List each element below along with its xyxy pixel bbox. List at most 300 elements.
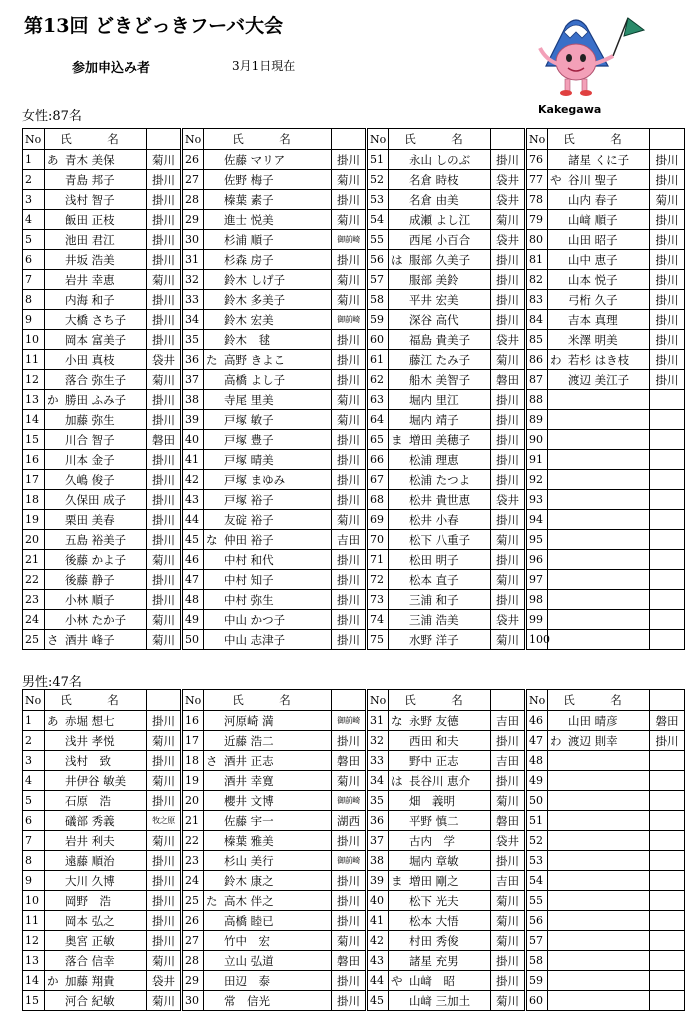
- entry-name: 五島 裕美子: [65, 532, 127, 547]
- entry-number: 73: [367, 590, 389, 610]
- entry-name: 渡辺 美江子: [568, 372, 630, 387]
- entry-team: 掛川: [147, 871, 182, 891]
- entry-team: [650, 450, 685, 470]
- entry-number: 31: [367, 711, 389, 731]
- entry-name-cell: [45, 871, 147, 891]
- entry-name-cell: [548, 951, 650, 971]
- entry-name-cell: [389, 490, 491, 510]
- entry-name-cell: [45, 470, 147, 490]
- entry-number: 3: [23, 190, 45, 210]
- entry-name-cell: [548, 791, 650, 811]
- entry-name: 河合 紀敏: [65, 993, 115, 1008]
- entry-name-cell: [548, 330, 650, 350]
- table-row: [23, 871, 685, 891]
- entry-name-cell: [204, 450, 332, 470]
- entry-name-cell: [389, 410, 491, 430]
- kana-index: や: [550, 172, 562, 187]
- entry-name-cell: [204, 330, 332, 350]
- entry-team: 掛川: [332, 911, 367, 931]
- entry-team: 菊川: [650, 190, 685, 210]
- entry-team: 菊川: [332, 931, 367, 951]
- entry-name: 永山 しのぶ: [409, 152, 471, 167]
- entry-team: 磐田: [147, 430, 182, 450]
- entry-number: 53: [367, 190, 389, 210]
- entry-name-cell: [548, 991, 650, 1011]
- entry-team: 御前崎: [332, 711, 367, 731]
- table-row: [23, 991, 685, 1011]
- table-row: [23, 570, 685, 590]
- entry-name: 落合 信幸: [65, 953, 115, 968]
- entry-number: 78: [526, 190, 548, 210]
- entry-name-cell: [204, 731, 332, 751]
- entry-name: 松本 直子: [409, 572, 459, 587]
- entry-name-cell: [548, 570, 650, 590]
- entry-name: 後藤 かよ子: [65, 552, 127, 567]
- entry-team: 掛川: [491, 731, 526, 751]
- entry-team: [650, 991, 685, 1011]
- entry-team: 吉田: [491, 871, 526, 891]
- kana-index: さ: [206, 753, 218, 768]
- header-name: 氏 名: [548, 129, 650, 150]
- entry-name-cell: [45, 931, 147, 951]
- entry-name: 加藤 弥生: [65, 412, 115, 427]
- entry-number: 60: [367, 330, 389, 350]
- entry-number: 6: [23, 250, 45, 270]
- entry-name-cell: [204, 410, 332, 430]
- entry-number: 23: [182, 851, 204, 871]
- entry-name-cell: [204, 630, 332, 650]
- entry-name: 山田 昭子: [568, 232, 618, 247]
- entry-name-cell: [45, 570, 147, 590]
- entry-name-cell: [548, 891, 650, 911]
- entry-team: 掛川: [332, 150, 367, 170]
- entry-name: 中村 和代: [224, 552, 274, 567]
- entry-team: [650, 470, 685, 490]
- entry-name: 久保田 成子: [65, 492, 127, 507]
- entry-number: 37: [182, 370, 204, 390]
- entry-team: 菊川: [332, 290, 367, 310]
- entry-name-cell: [45, 731, 147, 751]
- entry-name-cell: [548, 490, 650, 510]
- entry-number: 31: [182, 250, 204, 270]
- entry-name: 畑 義明: [409, 793, 455, 808]
- entry-number: 59: [367, 310, 389, 330]
- entry-number: 29: [182, 210, 204, 230]
- entry-number: 15: [23, 991, 45, 1011]
- entry-number: 94: [526, 510, 548, 530]
- header-name: 氏 名: [389, 129, 491, 150]
- entry-number: 27: [182, 170, 204, 190]
- entry-name-cell: [204, 290, 332, 310]
- entry-name-cell: [45, 791, 147, 811]
- entry-team: 掛川: [491, 851, 526, 871]
- entry-number: 60: [526, 991, 548, 1011]
- entry-name: 寺尾 里美: [224, 392, 274, 407]
- entry-name-cell: [548, 610, 650, 630]
- entry-name-cell: [45, 991, 147, 1011]
- entry-name-cell: [45, 390, 147, 410]
- entry-number: 27: [182, 931, 204, 951]
- entry-name-cell: [204, 991, 332, 1011]
- kana-index: わ: [550, 352, 562, 367]
- entry-number: 35: [367, 791, 389, 811]
- table-row: [23, 851, 685, 871]
- entry-name-cell: [389, 871, 491, 891]
- entry-name: 藤江 たみ子: [409, 352, 471, 367]
- entry-team: [650, 630, 685, 650]
- entry-number: 79: [526, 210, 548, 230]
- entry-name: 長谷川 恵介: [409, 773, 471, 788]
- entry-name: 深谷 高代: [409, 312, 459, 327]
- entry-name-cell: [548, 290, 650, 310]
- entry-number: 42: [367, 931, 389, 951]
- header-team: [650, 690, 685, 711]
- header-no: No: [23, 129, 45, 150]
- mascot-icon: [518, 8, 648, 100]
- entry-name-cell: [548, 350, 650, 370]
- entry-name: 鈴木 多美子: [224, 292, 286, 307]
- table-row: [23, 931, 685, 951]
- entry-team: [650, 891, 685, 911]
- entry-team: 磐田: [491, 811, 526, 831]
- entry-name: 佐藤 マリア: [224, 152, 286, 167]
- entry-team: [650, 430, 685, 450]
- entry-name-cell: [389, 610, 491, 630]
- men-roster-table: [22, 689, 685, 1011]
- entry-number: 88: [526, 390, 548, 410]
- entry-name-cell: [45, 971, 147, 991]
- entry-name: 松田 明子: [409, 552, 459, 567]
- entry-team: 菊川: [491, 911, 526, 931]
- entry-number: 48: [526, 751, 548, 771]
- entry-team: 掛川: [650, 350, 685, 370]
- entry-team: 掛川: [332, 570, 367, 590]
- entry-name: 堀内 里江: [409, 392, 459, 407]
- table-row: [23, 791, 685, 811]
- entry-team: 掛川: [147, 490, 182, 510]
- entry-number: 24: [182, 871, 204, 891]
- entry-name-cell: [548, 911, 650, 931]
- entry-name: 川本 金子: [65, 452, 115, 467]
- entry-team: 掛川: [650, 270, 685, 290]
- entry-name: 堀内 靖子: [409, 412, 459, 427]
- entry-name-cell: [204, 771, 332, 791]
- entry-number: 38: [367, 851, 389, 871]
- entry-team: 掛川: [147, 190, 182, 210]
- entry-name-cell: [548, 510, 650, 530]
- entry-name-cell: [389, 811, 491, 831]
- entry-team: 掛川: [332, 250, 367, 270]
- table-row: [23, 270, 685, 290]
- table-row: [23, 530, 685, 550]
- table-row: [23, 831, 685, 851]
- entry-team: 菊川: [147, 951, 182, 971]
- subtitle: 参加申込み者: [72, 61, 151, 76]
- entry-number: 58: [367, 290, 389, 310]
- entry-number: 16: [23, 450, 45, 470]
- entry-number: 30: [182, 991, 204, 1011]
- entry-number: 52: [367, 170, 389, 190]
- entry-name-cell: [204, 911, 332, 931]
- entry-team: 掛川: [332, 350, 367, 370]
- entry-name-cell: [389, 911, 491, 931]
- entry-number: 15: [23, 430, 45, 450]
- entry-number: 66: [367, 450, 389, 470]
- entry-team: 掛川: [491, 450, 526, 470]
- entry-number: 43: [367, 951, 389, 971]
- entry-name-cell: [548, 450, 650, 470]
- entry-name: 立山 弘道: [224, 953, 274, 968]
- entry-name: 河原崎 満: [224, 713, 274, 728]
- entry-name: 戸塚 晴美: [224, 452, 274, 467]
- entry-name: 中村 知子: [224, 572, 274, 587]
- entry-team: 掛川: [147, 711, 182, 731]
- entry-number: 20: [23, 530, 45, 550]
- entry-name: 村田 秀俊: [409, 933, 459, 948]
- entry-name: 小林 たか子: [65, 612, 127, 627]
- entry-number: 54: [367, 210, 389, 230]
- entry-name-cell: [389, 971, 491, 991]
- entry-team: 菊川: [147, 270, 182, 290]
- header-name: 氏 名: [45, 690, 147, 711]
- entry-team: 掛川: [147, 450, 182, 470]
- entry-name: 服部 久美子: [409, 252, 471, 267]
- entry-name: 岡本 弘之: [65, 913, 115, 928]
- entry-number: 19: [182, 771, 204, 791]
- entry-name: 福島 貴美子: [409, 332, 471, 347]
- entry-number: 56: [367, 250, 389, 270]
- entry-number: 41: [367, 911, 389, 931]
- entry-team: 掛川: [147, 891, 182, 911]
- entry-name: 浅村 智子: [65, 192, 115, 207]
- entry-name: 船木 美智子: [409, 372, 471, 387]
- entry-name: 小林 順子: [65, 592, 115, 607]
- entry-number: 53: [526, 851, 548, 871]
- entry-name: 高橋 睦已: [224, 913, 274, 928]
- entry-team: 掛川: [332, 871, 367, 891]
- table-row: [23, 470, 685, 490]
- kana-index: さ: [47, 632, 59, 647]
- entry-name-cell: [389, 711, 491, 731]
- entry-number: 10: [23, 891, 45, 911]
- entry-number: 86: [526, 350, 548, 370]
- entry-team: 掛川: [650, 210, 685, 230]
- entry-name-cell: [389, 630, 491, 650]
- entry-team: 掛川: [491, 470, 526, 490]
- entry-number: 61: [367, 350, 389, 370]
- kana-index: や: [391, 973, 403, 988]
- entry-number: 17: [23, 470, 45, 490]
- entry-number: 9: [23, 871, 45, 891]
- entry-name: 諸星 くに子: [568, 152, 630, 167]
- entry-team: 掛川: [147, 590, 182, 610]
- entry-name-cell: [548, 590, 650, 610]
- entry-team: [650, 971, 685, 991]
- entry-number: 32: [182, 270, 204, 290]
- entry-team: 菊川: [491, 350, 526, 370]
- entry-team: 菊川: [147, 831, 182, 851]
- entry-team: 御前崎: [332, 851, 367, 871]
- entry-name-cell: [45, 530, 147, 550]
- entry-team: 磐田: [491, 370, 526, 390]
- entry-name-cell: [204, 490, 332, 510]
- table-row: [23, 751, 685, 771]
- table-row: [23, 951, 685, 971]
- entry-team: 袋井: [491, 831, 526, 851]
- entry-team: 菊川: [332, 410, 367, 430]
- entry-number: 5: [23, 230, 45, 250]
- entry-team: [650, 931, 685, 951]
- entry-number: 56: [526, 911, 548, 931]
- entry-number: 59: [526, 971, 548, 991]
- entry-name-cell: [45, 811, 147, 831]
- entry-number: 64: [367, 410, 389, 430]
- kana-index: な: [391, 713, 403, 728]
- entry-number: 11: [23, 350, 45, 370]
- entry-team: 掛川: [650, 150, 685, 170]
- entry-team: [650, 851, 685, 871]
- entry-team: 掛川: [147, 230, 182, 250]
- entry-team: [650, 590, 685, 610]
- entry-name: 堀内 章敏: [409, 853, 459, 868]
- entry-team: [650, 390, 685, 410]
- entry-name-cell: [389, 851, 491, 871]
- entry-number: 2: [23, 731, 45, 751]
- entry-name-cell: [389, 891, 491, 911]
- kana-index: か: [47, 973, 59, 988]
- entry-team: 掛川: [650, 310, 685, 330]
- entry-name: 浅井 孝悦: [65, 733, 115, 748]
- entry-number: 81: [526, 250, 548, 270]
- entry-name-cell: [389, 831, 491, 851]
- entry-name: 礒部 秀義: [65, 813, 115, 828]
- entry-number: 35: [182, 330, 204, 350]
- entry-name: 進士 悦美: [224, 212, 274, 227]
- entry-team: 掛川: [332, 891, 367, 911]
- entry-name-cell: [45, 230, 147, 250]
- entry-team: 菊川: [491, 630, 526, 650]
- entry-name: 川合 智子: [65, 432, 115, 447]
- entry-team: [650, 550, 685, 570]
- entry-name: 山田 晴彦: [568, 713, 618, 728]
- entry-number: 34: [182, 310, 204, 330]
- entry-name: 山﨑 三加土: [409, 993, 471, 1008]
- entry-team: 掛川: [147, 210, 182, 230]
- header-team: [650, 129, 685, 150]
- entry-name-cell: [204, 510, 332, 530]
- entry-name-cell: [204, 751, 332, 771]
- entry-name-cell: [45, 751, 147, 771]
- entry-name-cell: [204, 230, 332, 250]
- header-no: No: [526, 690, 548, 711]
- entry-name-cell: [389, 570, 491, 590]
- entry-team: 掛川: [650, 230, 685, 250]
- entry-name: 赤堀 想七: [65, 713, 115, 728]
- entry-name-cell: [204, 350, 332, 370]
- entry-team: 掛川: [147, 851, 182, 871]
- entry-number: 40: [367, 891, 389, 911]
- entry-team: 掛川: [491, 270, 526, 290]
- entry-name-cell: [45, 250, 147, 270]
- as-of-date: 3月1日現在: [232, 59, 296, 73]
- entry-team: [650, 871, 685, 891]
- table-row: [23, 731, 685, 751]
- table-row: [23, 350, 685, 370]
- entry-team: 吉田: [332, 530, 367, 550]
- entry-team: 掛川: [147, 310, 182, 330]
- entry-name: 戸塚 敏子: [224, 412, 274, 427]
- entry-team: 菊川: [147, 630, 182, 650]
- entry-name: 井伊谷 敏美: [65, 773, 127, 788]
- entry-number: 22: [182, 831, 204, 851]
- header-name: 氏 名: [389, 690, 491, 711]
- entry-team: 掛川: [332, 731, 367, 751]
- entry-name-cell: [389, 270, 491, 290]
- entry-name: 浅村 致: [65, 753, 111, 768]
- entry-team: 掛川: [332, 430, 367, 450]
- entry-name-cell: [204, 831, 332, 851]
- kana-index: た: [206, 352, 218, 367]
- header-team: [147, 129, 182, 150]
- entry-name-cell: [548, 931, 650, 951]
- entry-number: 25: [23, 630, 45, 650]
- entry-team: 袋井: [491, 230, 526, 250]
- entry-number: 28: [182, 951, 204, 971]
- entry-team: 掛川: [147, 390, 182, 410]
- kana-index: は: [391, 252, 403, 267]
- entry-name-cell: [45, 310, 147, 330]
- entry-team: 菊川: [147, 370, 182, 390]
- entry-name-cell: [204, 931, 332, 951]
- entry-name-cell: [204, 610, 332, 630]
- entry-team: 掛川: [147, 510, 182, 530]
- entry-team: 掛川: [147, 250, 182, 270]
- entry-name: 名倉 時枝: [409, 172, 459, 187]
- entry-number: 13: [23, 951, 45, 971]
- table-row: [23, 590, 685, 610]
- entry-name: 戸塚 まゆみ: [224, 472, 286, 487]
- entry-name-cell: [204, 430, 332, 450]
- entry-number: 77: [526, 170, 548, 190]
- kana-index: あ: [47, 713, 59, 728]
- entry-name: 榛葉 素子: [224, 192, 274, 207]
- entry-name: 佐藤 宇一: [224, 813, 274, 828]
- entry-name: 後藤 静子: [65, 572, 115, 587]
- entry-name: 中山 志津子: [224, 632, 286, 647]
- entry-name-cell: [45, 610, 147, 630]
- entry-team: 袋井: [147, 350, 182, 370]
- entry-name-cell: [548, 871, 650, 891]
- table-row: [23, 911, 685, 931]
- entry-name: 池田 君江: [65, 232, 115, 247]
- entry-team: 掛川: [650, 370, 685, 390]
- entry-name: 小田 真枝: [65, 352, 115, 367]
- entry-name-cell: [45, 771, 147, 791]
- entry-team: 菊川: [332, 170, 367, 190]
- entry-team: [650, 530, 685, 550]
- entry-name-cell: [548, 851, 650, 871]
- entry-name-cell: [45, 590, 147, 610]
- entry-name-cell: [389, 350, 491, 370]
- entry-team: 御前崎: [332, 791, 367, 811]
- entry-name-cell: [204, 871, 332, 891]
- entry-name-cell: [548, 190, 650, 210]
- entry-name-cell: [204, 250, 332, 270]
- entry-team: 袋井: [147, 971, 182, 991]
- entry-name: 古内 学: [409, 833, 455, 848]
- entry-name-cell: [389, 951, 491, 971]
- entry-number: 45: [367, 991, 389, 1011]
